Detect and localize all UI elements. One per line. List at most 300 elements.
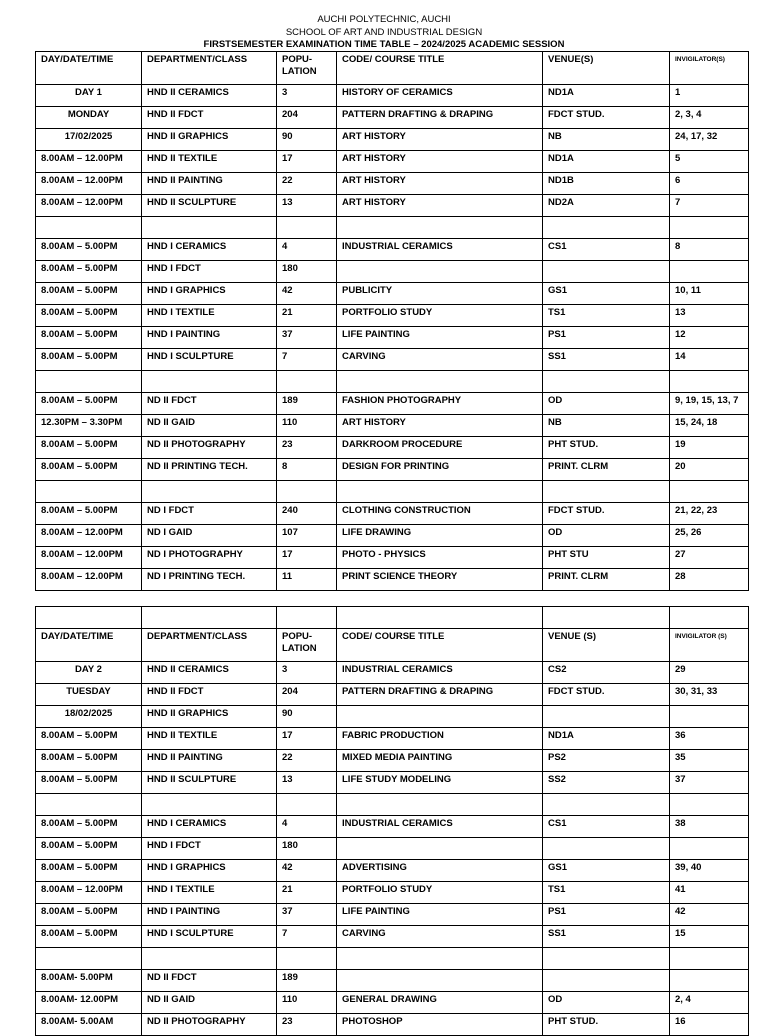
table-row bbox=[36, 85, 749, 107]
course-title-cell bbox=[337, 261, 543, 283]
table-row bbox=[36, 860, 749, 882]
course-title-cell: INDUSTRIAL CERAMICS bbox=[337, 239, 543, 261]
invigilator-cell: 39, 40 bbox=[670, 860, 749, 882]
course-title-cell: FABRIC PRODUCTION bbox=[337, 728, 543, 750]
invigilator-cell: 30, 31, 33 bbox=[670, 684, 749, 706]
document-title: FIRSTSEMESTER EXAMINATION TIME TABLE – 2024/2025 ACADEMIC SESSION bbox=[203, 39, 565, 50]
venue-cell bbox=[543, 261, 670, 283]
course-title-cell: ART HISTORY bbox=[337, 195, 543, 217]
course-title-cell: FASHION PHOTOGRAPHY bbox=[337, 393, 543, 415]
course-title-cell: PATTERN DRAFTING & DRAPING bbox=[337, 107, 543, 129]
venue-cell: CS1 bbox=[543, 816, 670, 838]
population-cell: 42 bbox=[277, 860, 337, 882]
venue-cell: FDCT STUD. bbox=[543, 503, 670, 525]
population-cell: 21 bbox=[277, 305, 337, 327]
population-cell: 17 bbox=[277, 728, 337, 750]
population-cell: 4 bbox=[277, 239, 337, 261]
empty-cell bbox=[36, 607, 142, 629]
table-row bbox=[36, 547, 749, 569]
invigilator-cell bbox=[670, 838, 749, 860]
department-class-cell: ND II FDCT bbox=[142, 393, 277, 415]
day-date-time-cell: 8.00AM- 5.00PM bbox=[36, 970, 142, 992]
invigilator-cell bbox=[670, 261, 749, 283]
population-cell: 4 bbox=[277, 816, 337, 838]
venue-cell: ND1B bbox=[543, 173, 670, 195]
department-class-cell: ND II GAID bbox=[142, 415, 277, 437]
invigilator-cell: 20 bbox=[670, 459, 749, 481]
col-header-course-title: CODE/ COURSE TITLE bbox=[337, 629, 543, 662]
population-cell bbox=[277, 794, 337, 816]
invigilator-cell bbox=[670, 217, 749, 239]
course-title-cell: PHOTOSHOP bbox=[337, 1014, 543, 1036]
invigilator-cell: 21, 22, 23 bbox=[670, 503, 749, 525]
table-row bbox=[36, 129, 749, 151]
col-header-day-date-time: DAY/DATE/TIME bbox=[36, 629, 142, 662]
day-date-time-cell bbox=[36, 794, 142, 816]
department-class-cell: ND II PHOTOGRAPHY bbox=[142, 1014, 277, 1036]
venue-cell: ND2A bbox=[543, 195, 670, 217]
course-title-cell: PHOTO - PHYSICS bbox=[337, 547, 543, 569]
table-row bbox=[36, 503, 749, 525]
venue-cell bbox=[543, 794, 670, 816]
day-date-time-cell: 8.00AM – 5.00PM bbox=[36, 393, 142, 415]
population-cell: 37 bbox=[277, 327, 337, 349]
course-title-cell: ART HISTORY bbox=[337, 129, 543, 151]
course-title-cell: LIFE PAINTING bbox=[337, 327, 543, 349]
department-class-cell: HND II TEXTILE bbox=[142, 728, 277, 750]
course-title-cell: GENERAL DRAWING bbox=[337, 992, 543, 1014]
invigilator-cell: 10, 11 bbox=[670, 283, 749, 305]
population-cell: 3 bbox=[277, 662, 337, 684]
population-cell: 13 bbox=[277, 195, 337, 217]
population-cell: 23 bbox=[277, 437, 337, 459]
table-row bbox=[36, 882, 749, 904]
table-row bbox=[36, 816, 749, 838]
day-date-time-cell bbox=[36, 948, 142, 970]
venue-cell: PRINT. CLRM bbox=[543, 569, 670, 591]
table-row bbox=[36, 239, 749, 261]
invigilator-cell: 29 bbox=[670, 662, 749, 684]
venue-cell: ND1A bbox=[543, 728, 670, 750]
table-row bbox=[36, 904, 749, 926]
population-cell: 204 bbox=[277, 684, 337, 706]
venue-cell: PHT STU bbox=[543, 547, 670, 569]
department-class-cell: ND II PRINTING TECH. bbox=[142, 459, 277, 481]
table-row bbox=[36, 750, 749, 772]
table-header-row bbox=[36, 629, 749, 662]
day-date-time-cell: 8.00AM – 12.00PM bbox=[36, 525, 142, 547]
population-cell bbox=[277, 481, 337, 503]
course-title-cell: DESIGN FOR PRINTING bbox=[337, 459, 543, 481]
venue-cell: OD bbox=[543, 992, 670, 1014]
school-name: SCHOOL OF ART AND INDUSTRIAL DESIGN bbox=[285, 27, 483, 38]
course-title-cell: ART HISTORY bbox=[337, 415, 543, 437]
population-cell: 13 bbox=[277, 772, 337, 794]
day-date-time-cell bbox=[36, 217, 142, 239]
day-date-time-cell: 8.00AM – 5.00PM bbox=[36, 503, 142, 525]
invigilator-cell: 41 bbox=[670, 882, 749, 904]
table-row bbox=[36, 926, 749, 948]
col-header-venue: VENUE(S) bbox=[543, 52, 670, 85]
course-title-cell: PUBLICITY bbox=[337, 283, 543, 305]
course-title-cell: ART HISTORY bbox=[337, 151, 543, 173]
venue-cell: CS2 bbox=[543, 662, 670, 684]
department-class-cell bbox=[142, 371, 277, 393]
day-date-time-cell: 8.00AM – 5.00PM bbox=[36, 437, 142, 459]
timetable-day-2 bbox=[35, 606, 749, 1036]
venue-cell: ND1A bbox=[543, 85, 670, 107]
invigilator-cell: 7 bbox=[670, 195, 749, 217]
population-cell: 180 bbox=[277, 838, 337, 860]
department-class-cell bbox=[142, 948, 277, 970]
venue-cell: PRINT. CLRM bbox=[543, 459, 670, 481]
invigilator-cell: 27 bbox=[670, 547, 749, 569]
day-date-time-cell: MONDAY bbox=[36, 107, 142, 129]
invigilator-cell: 8 bbox=[670, 239, 749, 261]
population-cell: 240 bbox=[277, 503, 337, 525]
department-class-cell: HND II SCULPTURE bbox=[142, 772, 277, 794]
population-cell: 90 bbox=[277, 129, 337, 151]
venue-cell: PHT STUD. bbox=[543, 1014, 670, 1036]
department-class-cell: HND II CERAMICS bbox=[142, 662, 277, 684]
invigilator-cell: 15 bbox=[670, 926, 749, 948]
table-row bbox=[36, 283, 749, 305]
invigilator-cell: 2, 3, 4 bbox=[670, 107, 749, 129]
table-row bbox=[36, 393, 749, 415]
course-title-cell: MIXED MEDIA PAINTING bbox=[337, 750, 543, 772]
table-row bbox=[36, 525, 749, 547]
table-row bbox=[36, 217, 749, 239]
department-class-cell bbox=[142, 794, 277, 816]
table-header-row bbox=[36, 52, 749, 85]
course-title-cell: PORTFOLIO STUDY bbox=[337, 882, 543, 904]
department-class-cell: HND II PAINTING bbox=[142, 750, 277, 772]
day-date-time-cell: 8.00AM – 5.00PM bbox=[36, 750, 142, 772]
table-row bbox=[36, 772, 749, 794]
table-row bbox=[36, 173, 749, 195]
course-title-cell bbox=[337, 706, 543, 728]
day-date-time-cell bbox=[36, 481, 142, 503]
day-date-time-cell: 8.00AM – 5.00PM bbox=[36, 860, 142, 882]
invigilator-cell: 9, 19, 15, 13, 7 bbox=[670, 393, 749, 415]
course-title-cell: PATTERN DRAFTING & DRAPING bbox=[337, 684, 543, 706]
day-date-time-cell: 8.00AM – 5.00PM bbox=[36, 305, 142, 327]
day-date-time-cell: 8.00AM – 5.00PM bbox=[36, 728, 142, 750]
course-title-cell: ART HISTORY bbox=[337, 173, 543, 195]
day-date-time-cell: 8.00AM – 5.00PM bbox=[36, 261, 142, 283]
department-class-cell: HND I PAINTING bbox=[142, 904, 277, 926]
table-row bbox=[36, 948, 749, 970]
day-date-time-cell: 8.00AM – 5.00PM bbox=[36, 327, 142, 349]
invigilator-cell: 12 bbox=[670, 327, 749, 349]
invigilator-cell bbox=[670, 481, 749, 503]
table-row bbox=[36, 437, 749, 459]
population-cell: 189 bbox=[277, 393, 337, 415]
venue-cell bbox=[543, 481, 670, 503]
invigilator-cell: 16 bbox=[670, 1014, 749, 1036]
course-title-cell: PORTFOLIO STUDY bbox=[337, 305, 543, 327]
course-title-cell bbox=[337, 371, 543, 393]
day-date-time-cell: 8.00AM- 12.00PM bbox=[36, 992, 142, 1014]
table-row bbox=[36, 662, 749, 684]
department-class-cell: HND I GRAPHICS bbox=[142, 860, 277, 882]
department-class-cell: HND II CERAMICS bbox=[142, 85, 277, 107]
invigilator-cell bbox=[670, 706, 749, 728]
course-title-cell bbox=[337, 838, 543, 860]
table-row bbox=[36, 970, 749, 992]
invigilator-cell: 14 bbox=[670, 349, 749, 371]
population-cell: 110 bbox=[277, 992, 337, 1014]
department-class-cell: ND I FDCT bbox=[142, 503, 277, 525]
venue-cell: FDCT STUD. bbox=[543, 684, 670, 706]
day-date-time-cell: TUESDAY bbox=[36, 684, 142, 706]
department-class-cell: ND II PHOTOGRAPHY bbox=[142, 437, 277, 459]
department-class-cell: HND II FDCT bbox=[142, 684, 277, 706]
department-class-cell: HND I PAINTING bbox=[142, 327, 277, 349]
day-date-time-cell: DAY 1 bbox=[36, 85, 142, 107]
venue-cell: SS2 bbox=[543, 772, 670, 794]
department-class-cell: HND I CERAMICS bbox=[142, 816, 277, 838]
department-class-cell: ND I PHOTOGRAPHY bbox=[142, 547, 277, 569]
table-row bbox=[36, 728, 749, 750]
day-date-time-cell: 8.00AM – 5.00PM bbox=[36, 926, 142, 948]
col-header-department-class: DEPARTMENT/CLASS bbox=[142, 52, 277, 85]
course-title-cell bbox=[337, 794, 543, 816]
department-class-cell: HND II GRAPHICS bbox=[142, 129, 277, 151]
invigilator-cell: 35 bbox=[670, 750, 749, 772]
venue-cell: OD bbox=[543, 393, 670, 415]
population-cell: 180 bbox=[277, 261, 337, 283]
department-class-cell: HND I TEXTILE bbox=[142, 305, 277, 327]
venue-cell: OD bbox=[543, 525, 670, 547]
day-date-time-cell: 8.00AM – 5.00PM bbox=[36, 283, 142, 305]
department-class-cell: HND I SCULPTURE bbox=[142, 349, 277, 371]
day-date-time-cell: 8.00AM – 5.00PM bbox=[36, 239, 142, 261]
department-class-cell: HND I GRAPHICS bbox=[142, 283, 277, 305]
population-cell bbox=[277, 371, 337, 393]
invigilator-cell: 5 bbox=[670, 151, 749, 173]
table-row bbox=[36, 569, 749, 591]
venue-cell: TS1 bbox=[543, 305, 670, 327]
blank-row bbox=[36, 607, 749, 629]
population-cell: 204 bbox=[277, 107, 337, 129]
col-header-venue: VENUE (S) bbox=[543, 629, 670, 662]
population-cell: 17 bbox=[277, 151, 337, 173]
venue-cell bbox=[543, 371, 670, 393]
venue-cell bbox=[543, 217, 670, 239]
department-class-cell: HND I SCULPTURE bbox=[142, 926, 277, 948]
population-cell: 7 bbox=[277, 926, 337, 948]
department-class-cell: ND I GAID bbox=[142, 525, 277, 547]
department-class-cell: ND I PRINTING TECH. bbox=[142, 569, 277, 591]
col-header-population: POPU-LATION bbox=[277, 52, 337, 85]
table-row bbox=[36, 481, 749, 503]
invigilator-cell: 38 bbox=[670, 816, 749, 838]
department-class-cell: HND I CERAMICS bbox=[142, 239, 277, 261]
population-cell: 107 bbox=[277, 525, 337, 547]
invigilator-cell bbox=[670, 794, 749, 816]
venue-cell bbox=[543, 948, 670, 970]
table-row bbox=[36, 327, 749, 349]
invigilator-cell: 24, 17, 32 bbox=[670, 129, 749, 151]
table-row bbox=[36, 371, 749, 393]
department-class-cell bbox=[142, 217, 277, 239]
table-row bbox=[36, 992, 749, 1014]
venue-cell: CS1 bbox=[543, 239, 670, 261]
course-title-cell: CARVING bbox=[337, 349, 543, 371]
venue-cell: FDCT STUD. bbox=[543, 107, 670, 129]
venue-cell: SS1 bbox=[543, 349, 670, 371]
day-date-time-cell: 18/02/2025 bbox=[36, 706, 142, 728]
empty-cell bbox=[277, 607, 337, 629]
population-cell: 42 bbox=[277, 283, 337, 305]
table-row bbox=[36, 349, 749, 371]
table-row bbox=[36, 151, 749, 173]
venue-cell: PS2 bbox=[543, 750, 670, 772]
day-date-time-cell: 8.00AM – 5.00PM bbox=[36, 838, 142, 860]
invigilator-cell: 2, 4 bbox=[670, 992, 749, 1014]
venue-cell: ND1A bbox=[543, 151, 670, 173]
venue-cell: PS1 bbox=[543, 904, 670, 926]
population-cell: 17 bbox=[277, 547, 337, 569]
department-class-cell: HND II FDCT bbox=[142, 107, 277, 129]
table-row bbox=[36, 794, 749, 816]
invigilator-cell bbox=[670, 371, 749, 393]
day-date-time-cell: 17/02/2025 bbox=[36, 129, 142, 151]
invigilator-cell: 1 bbox=[670, 85, 749, 107]
course-title-cell: ADVERTISING bbox=[337, 860, 543, 882]
empty-cell bbox=[670, 607, 749, 629]
population-cell: 110 bbox=[277, 415, 337, 437]
course-title-cell: INDUSTRIAL CERAMICS bbox=[337, 816, 543, 838]
day-date-time-cell: 8.00AM- 5.00AM bbox=[36, 1014, 142, 1036]
invigilator-cell: 25, 26 bbox=[670, 525, 749, 547]
empty-cell bbox=[142, 607, 277, 629]
day-date-time-cell: 8.00AM – 12.00PM bbox=[36, 547, 142, 569]
course-title-cell bbox=[337, 481, 543, 503]
day-date-time-cell: 8.00AM – 12.00PM bbox=[36, 882, 142, 904]
col-header-department-class: DEPARTMENT/CLASS bbox=[142, 629, 277, 662]
course-title-cell bbox=[337, 970, 543, 992]
population-cell bbox=[277, 217, 337, 239]
table-row bbox=[36, 107, 749, 129]
venue-cell: GS1 bbox=[543, 283, 670, 305]
day-date-time-cell: 8.00AM – 5.00PM bbox=[36, 459, 142, 481]
population-cell: 23 bbox=[277, 1014, 337, 1036]
table-row bbox=[36, 838, 749, 860]
venue-cell: NB bbox=[543, 415, 670, 437]
table-row bbox=[36, 195, 749, 217]
col-header-course-title: CODE/ COURSE TITLE bbox=[337, 52, 543, 85]
population-cell: 37 bbox=[277, 904, 337, 926]
day-date-time-cell bbox=[36, 371, 142, 393]
venue-cell: GS1 bbox=[543, 860, 670, 882]
department-class-cell: HND II PAINTING bbox=[142, 173, 277, 195]
department-class-cell: HND II TEXTILE bbox=[142, 151, 277, 173]
population-cell: 22 bbox=[277, 750, 337, 772]
empty-cell bbox=[337, 607, 543, 629]
course-title-cell bbox=[337, 948, 543, 970]
invigilator-cell: 42 bbox=[670, 904, 749, 926]
col-header-day-date-time: DAY/DATE/TIME bbox=[36, 52, 142, 85]
department-class-cell: HND I TEXTILE bbox=[142, 882, 277, 904]
table-row bbox=[36, 261, 749, 283]
course-title-cell: LIFE STUDY MODELING bbox=[337, 772, 543, 794]
venue-cell: PHT STUD. bbox=[543, 437, 670, 459]
population-cell: 7 bbox=[277, 349, 337, 371]
population-cell: 8 bbox=[277, 459, 337, 481]
venue-cell bbox=[543, 706, 670, 728]
day-date-time-cell: 12.30PM – 3.30PM bbox=[36, 415, 142, 437]
course-title-cell: DARKROOM PROCEDURE bbox=[337, 437, 543, 459]
venue-cell bbox=[543, 970, 670, 992]
venue-cell: TS1 bbox=[543, 882, 670, 904]
col-header-invigilators: INVIGILATOR(S) bbox=[670, 52, 749, 85]
day-date-time-cell: 8.00AM – 5.00PM bbox=[36, 816, 142, 838]
population-cell: 21 bbox=[277, 882, 337, 904]
day-date-time-cell: DAY 2 bbox=[36, 662, 142, 684]
invigilator-cell: 13 bbox=[670, 305, 749, 327]
day-date-time-cell: 8.00AM – 5.00PM bbox=[36, 772, 142, 794]
day-date-time-cell: 8.00AM – 5.00PM bbox=[36, 904, 142, 926]
empty-cell bbox=[543, 607, 670, 629]
day-date-time-cell: 8.00AM – 12.00PM bbox=[36, 569, 142, 591]
population-cell: 90 bbox=[277, 706, 337, 728]
population-cell: 11 bbox=[277, 569, 337, 591]
department-class-cell: HND II GRAPHICS bbox=[142, 706, 277, 728]
col-header-population: POPU-LATION bbox=[277, 629, 337, 662]
venue-cell: NB bbox=[543, 129, 670, 151]
course-title-cell: PRINT SCIENCE THEORY bbox=[337, 569, 543, 591]
col-header-invigilators: INVIGILATOR (S) bbox=[670, 629, 749, 662]
department-class-cell: ND II GAID bbox=[142, 992, 277, 1014]
course-title-cell: LIFE PAINTING bbox=[337, 904, 543, 926]
invigilator-cell: 36 bbox=[670, 728, 749, 750]
course-title-cell bbox=[337, 217, 543, 239]
population-cell bbox=[277, 948, 337, 970]
population-cell: 189 bbox=[277, 970, 337, 992]
invigilator-cell: 37 bbox=[670, 772, 749, 794]
course-title-cell: CARVING bbox=[337, 926, 543, 948]
timetable-day-1 bbox=[35, 51, 749, 591]
table-row bbox=[36, 1014, 749, 1036]
department-class-cell: ND II FDCT bbox=[142, 970, 277, 992]
table-row bbox=[36, 684, 749, 706]
table-row bbox=[36, 305, 749, 327]
department-class-cell: HND II SCULPTURE bbox=[142, 195, 277, 217]
venue-cell: PS1 bbox=[543, 327, 670, 349]
invigilator-cell: 6 bbox=[670, 173, 749, 195]
population-cell: 22 bbox=[277, 173, 337, 195]
course-title-cell: CLOTHING CONSTRUCTION bbox=[337, 503, 543, 525]
department-class-cell bbox=[142, 481, 277, 503]
invigilator-cell bbox=[670, 970, 749, 992]
venue-cell: SS1 bbox=[543, 926, 670, 948]
course-title-cell: HISTORY OF CERAMICS bbox=[337, 85, 543, 107]
invigilator-cell bbox=[670, 948, 749, 970]
invigilator-cell: 15, 24, 18 bbox=[670, 415, 749, 437]
institution-name: AUCHI POLYTECHNIC, AUCHI bbox=[317, 14, 451, 25]
department-class-cell: HND I FDCT bbox=[142, 261, 277, 283]
day-date-time-cell: 8.00AM – 12.00PM bbox=[36, 195, 142, 217]
invigilator-cell: 28 bbox=[670, 569, 749, 591]
day-date-time-cell: 8.00AM – 12.00PM bbox=[36, 151, 142, 173]
course-title-cell: LIFE DRAWING bbox=[337, 525, 543, 547]
day-date-time-cell: 8.00AM – 5.00PM bbox=[36, 349, 142, 371]
table-row bbox=[36, 459, 749, 481]
department-class-cell: HND I FDCT bbox=[142, 838, 277, 860]
course-title-cell: INDUSTRIAL CERAMICS bbox=[337, 662, 543, 684]
